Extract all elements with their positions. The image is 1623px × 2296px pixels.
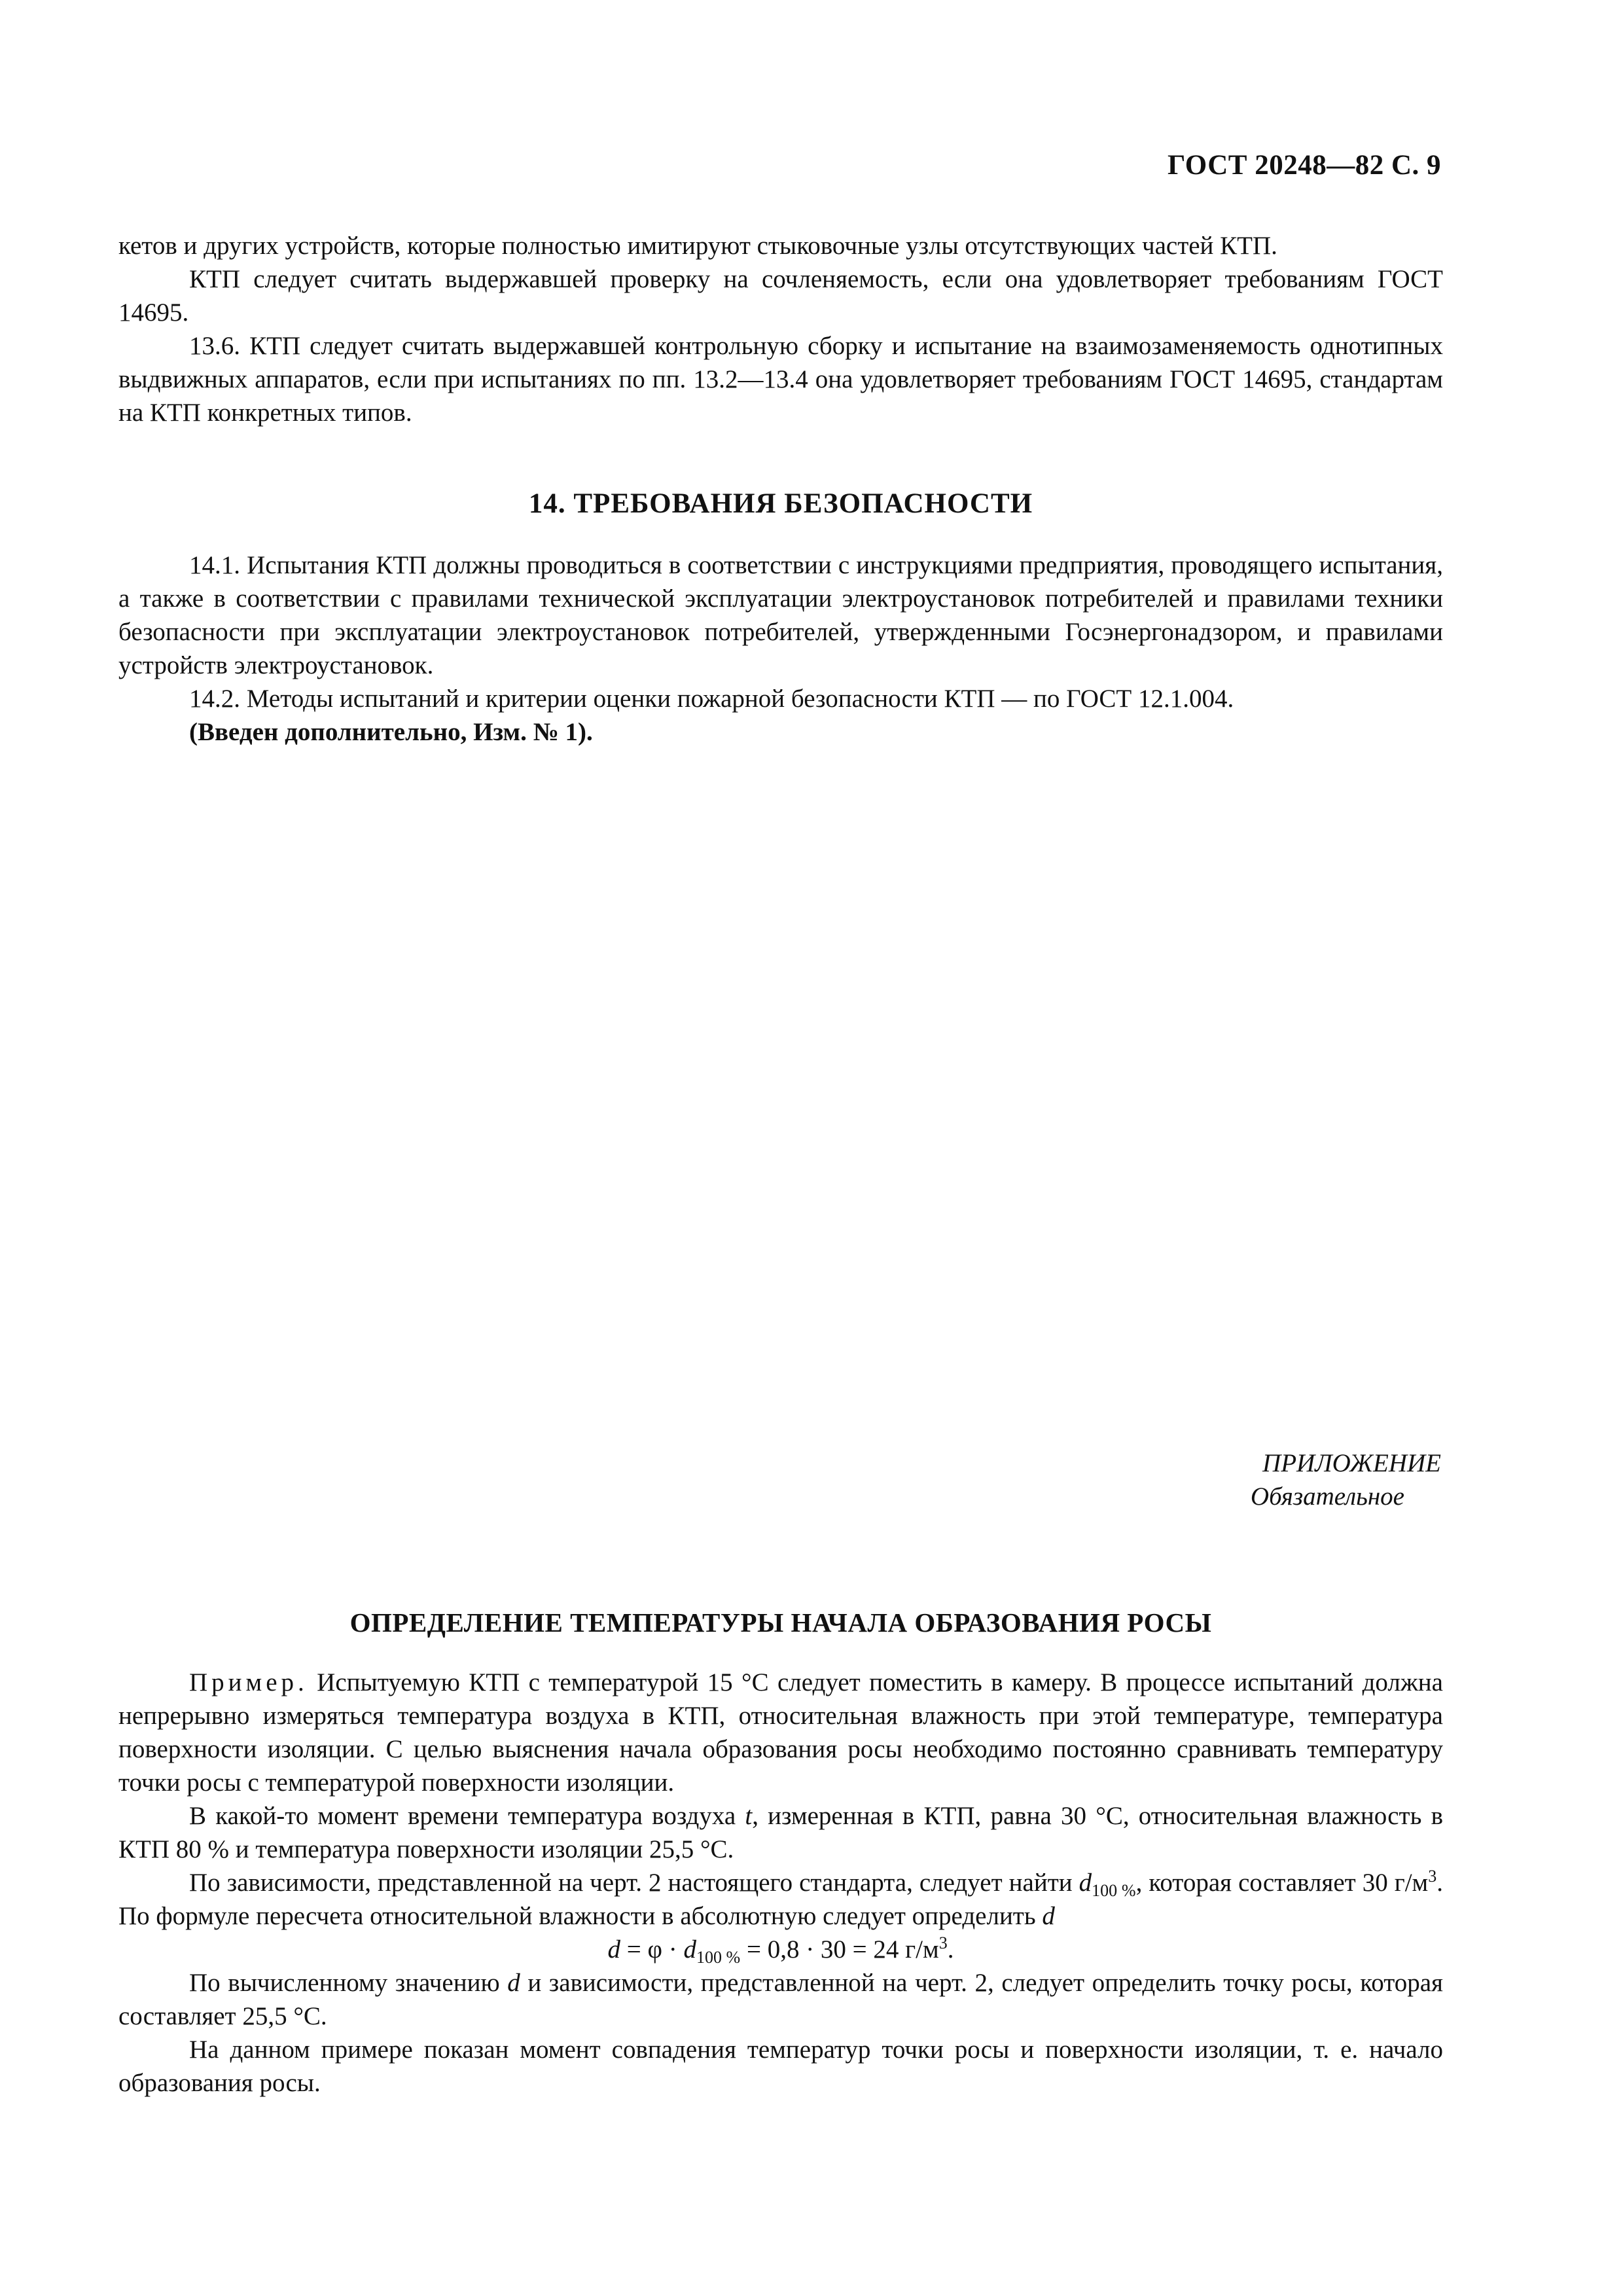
paragraph: Пример. Испытуемую КТП с температурой 15 °С следует поместить в камеру. В процессе испытаний должна непрерывно измеряться температура воздуха в КТП, относительная влажность при этой температуре, температура поверхности изоляции. С целью выяснения начала образования росы необходимо постоянно сравнивать температуру точки росы с температурой поверхности изоляции.: [118, 1668, 1443, 1797]
paragraph: По зависимости, представленной на черт. 2 настоящего стандарта, следует найти $d_{100 \%}$, которая составляет 30 $г/м^3$. По формуле пересчета относительной влажности в абсолютную следует определить d: [118, 1867, 1443, 1930]
paragraph: 14.1. Испытания КТП должны проводиться в соответствии с инструкциями предприятия, проводящего испытания, а также в соответствии с правилами технической эксплуатации электроустановок потребителей и правилами техники безопасности при эксплуатации электроустановок потребителей, утвержденными Госэнергонадзором, и правилами устройств электроустановок.: [118, 551, 1443, 679]
appendix-label: [1251, 1446, 1441, 1513]
amendment-note: (Введен дополнительно, Изм. № 1).: [189, 718, 593, 746]
paragraph: 14.2. Методы испытаний и критерии оценки пожарной безопасности КТП — по ГОСТ 12.1.004.: [189, 685, 1234, 713]
appendix-text-block: [118, 1666, 1443, 2100]
paragraph: КТП следует считать выдержавшей проверку на сочленяемость, если она удовлетворяет требованиям ГОСТ 14695.: [118, 265, 1443, 327]
example-word: Пример.: [189, 1668, 308, 1696]
variable: d: [507, 1969, 520, 1997]
paragraph: В какой-то момент времени температура воздуха t, измеренная в КТП, равна 30 °С, относительная влажность в КТП 80 % и температура поверхности изоляции 25,5 °С.: [118, 1802, 1443, 1863]
page-header: ГОСТ 20248—82 С. 9: [1167, 150, 1441, 181]
variable: d: [1042, 1902, 1055, 1930]
paragraph: 13.6. КТП следует считать выдержавшей контрольную сборку и испытание на взаимозаменяемость однотипных выдвижных аппаратов, если при испытаниях по пп. 13.2—13.4 она удовлетворяет требованиям ГОСТ 14695, стандартам на КТП конкретных типов.: [118, 332, 1443, 427]
variable: t: [745, 1802, 753, 1830]
appendix-title: ОПРЕДЕЛЕНИЕ ТЕМПЕРАТУРЫ НАЧАЛА ОБРАЗОВАНИЯ РОСЫ: [349, 1607, 1212, 1638]
section14-text-block: [118, 548, 1443, 749]
section-title: 14. ТРЕБОВАНИЯ БЕЗОПАСНОСТИ: [528, 488, 1033, 519]
variable: d: [1079, 1869, 1092, 1897]
appendix-status: Обязательное: [1250, 1482, 1404, 1511]
paragraph: кетов и других устройств, которые полностью имитируют стыковочные узлы отсутствующих частей КТП.: [118, 232, 1277, 260]
top-text-block: [118, 229, 1443, 429]
appendix-heading: ПРИЛОЖЕНИЕ: [1262, 1449, 1441, 1477]
paragraph: На данном примере показан момент совпадения температур точки росы и поверхности изоляции, т. е. начало образования росы.: [118, 2036, 1443, 2097]
paragraph: По вычисленному значению d и зависимости, представленной на черт. 2, следует определить точку росы, которая составляет 25,5 °С.: [118, 1969, 1443, 2030]
formula: $d = \varphi \cdot d_{100 \%} = 0,8 \cdot 30 = 24$ $г/м^3$.: [607, 1933, 954, 1967]
